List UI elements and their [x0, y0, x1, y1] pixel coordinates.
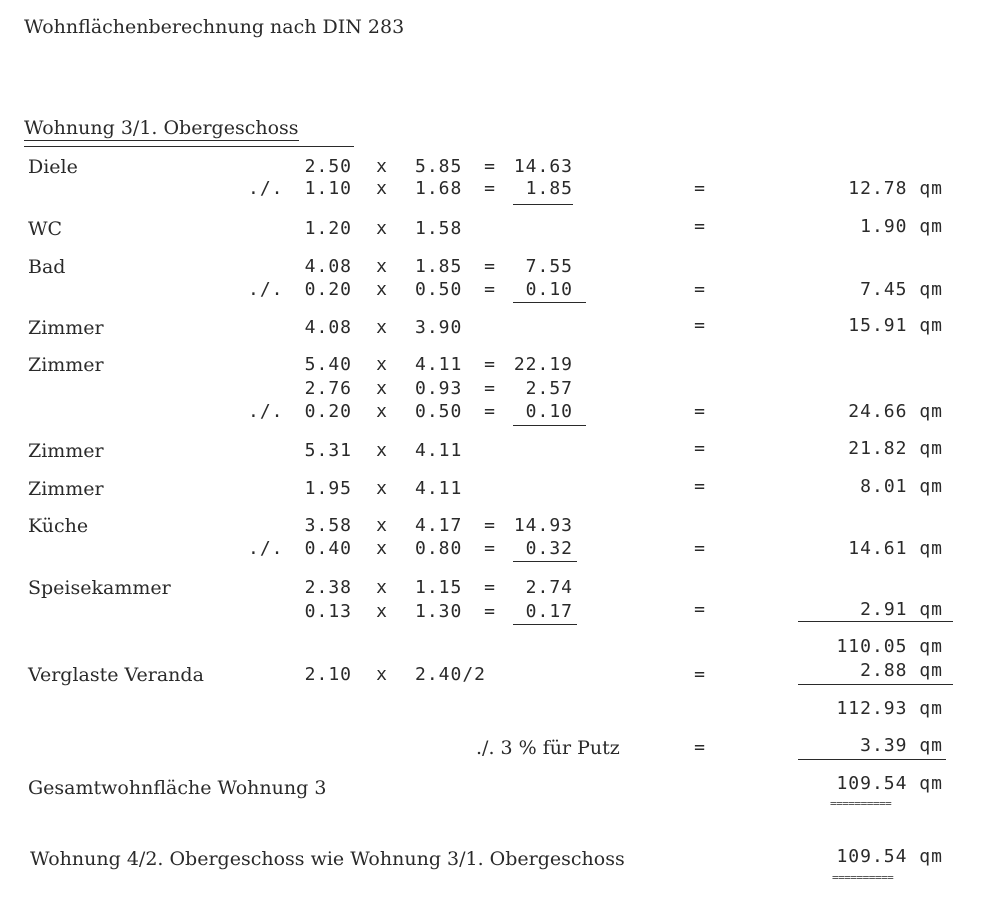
equals-sign: = [484, 401, 496, 422]
factor-a: 3.58 [304, 515, 352, 536]
equals-sign: = [484, 256, 496, 277]
equals-sign: = [694, 401, 706, 422]
gesamt-label: Gesamtwohnfläche Wohnung 3 [28, 777, 327, 799]
product-value: 0.10 [525, 401, 573, 422]
times-sign: x [376, 256, 388, 277]
product-underline [513, 425, 586, 426]
wohnung4-double-underline: ========== [832, 871, 894, 884]
veranda-x: x [376, 664, 388, 685]
equals-sign: = [484, 515, 496, 536]
room-name: Speisekammer [28, 577, 171, 599]
subtotal-2-value: 112.93 qm [836, 698, 943, 719]
product-value: 1.85 [525, 178, 573, 199]
putz-eq: = [694, 737, 706, 758]
room-total: 12.78 qm [848, 178, 943, 199]
room-total: 15.91 qm [848, 315, 943, 336]
factor-a: 1.10 [304, 178, 352, 199]
putz-label: ./. 3 % für Putz [476, 737, 620, 759]
equals-sign: = [484, 279, 496, 300]
factor-b: 4.17 [415, 515, 463, 536]
room-name: Zimmer [28, 478, 104, 500]
factor-b: 0.93 [415, 378, 463, 399]
product-value: 0.32 [525, 538, 573, 559]
factor-b: 3.90 [415, 317, 463, 338]
equals-sign: = [484, 538, 496, 559]
product-value: 7.55 [525, 256, 573, 277]
room-name: Zimmer [28, 354, 104, 376]
equals-sign: = [694, 178, 706, 199]
factor-b: 1.85 [415, 256, 463, 277]
section-title-text: Wohnung 3/1. Obergeschoss [24, 117, 299, 139]
factor-a: 2.38 [304, 577, 352, 598]
minus-marker: ./. [248, 279, 284, 300]
room-name: Zimmer [28, 440, 104, 462]
room-total: 8.01 qm [860, 476, 943, 497]
product-underline [513, 302, 586, 303]
product-underline [513, 624, 577, 625]
factor-b: 5.85 [415, 156, 463, 177]
section-underline [24, 146, 354, 147]
product-value: 22.19 [513, 354, 573, 375]
times-sign: x [376, 279, 388, 300]
subtotal-1-rule [798, 621, 953, 622]
room-total: 14.61 qm [848, 538, 943, 559]
wohnung4-total: 109.54 qm [836, 846, 943, 867]
product-underline [513, 561, 577, 562]
equals-sign: = [484, 601, 496, 622]
room-total: 21.82 qm [848, 438, 943, 459]
factor-a: 4.08 [304, 317, 352, 338]
times-sign: x [376, 601, 388, 622]
factor-a: 5.31 [304, 440, 352, 461]
factor-b: 1.30 [415, 601, 463, 622]
factor-b: 0.50 [415, 401, 463, 422]
subtotal-2-rule [798, 684, 953, 685]
times-sign: x [376, 317, 388, 338]
room-name: WC [28, 218, 63, 240]
factor-b: 1.15 [415, 577, 463, 598]
times-sign: x [376, 156, 388, 177]
times-sign: x [376, 538, 388, 559]
equals-sign: = [694, 279, 706, 300]
veranda-label: Verglaste Veranda [28, 664, 204, 686]
room-total: 24.66 qm [848, 401, 943, 422]
times-sign: x [376, 577, 388, 598]
room-name: Diele [28, 156, 78, 178]
factor-b: 4.11 [415, 478, 463, 499]
factor-b: 1.68 [415, 178, 463, 199]
factor-a: 4.08 [304, 256, 352, 277]
room-name: Zimmer [28, 317, 104, 339]
equals-sign: = [694, 438, 706, 459]
times-sign: x [376, 178, 388, 199]
factor-a: 0.13 [304, 601, 352, 622]
factor-a: 0.20 [304, 401, 352, 422]
equals-sign: = [694, 599, 706, 620]
section-title [24, 117, 299, 139]
putz-rule [798, 759, 946, 760]
room-name: Bad [28, 256, 66, 278]
factor-b: 4.11 [415, 440, 463, 461]
factor-b: 0.50 [415, 279, 463, 300]
subtotal-1-value: 110.05 qm [836, 636, 943, 657]
product-value: 0.10 [525, 279, 573, 300]
times-sign: x [376, 478, 388, 499]
times-sign: x [376, 378, 388, 399]
times-sign: x [376, 440, 388, 461]
minus-marker: ./. [248, 401, 284, 422]
minus-marker: ./. [248, 178, 284, 199]
equals-sign: = [484, 378, 496, 399]
factor-a: 5.40 [304, 354, 352, 375]
equals-sign: = [694, 538, 706, 559]
factor-b: 1.58 [415, 218, 463, 239]
times-sign: x [376, 515, 388, 536]
product-value: 2.57 [525, 378, 573, 399]
product-value: 2.74 [525, 577, 573, 598]
times-sign: x [376, 218, 388, 239]
product-value: 0.17 [525, 601, 573, 622]
veranda-total: 2.88 qm [860, 660, 943, 681]
equals-sign: = [484, 178, 496, 199]
document-title: Wohnflächenberechnung nach DIN 283 [24, 16, 405, 38]
factor-a: 1.95 [304, 478, 352, 499]
equals-sign: = [484, 156, 496, 177]
product-underline [513, 204, 573, 205]
equals-sign: = [694, 216, 706, 237]
factor-a: 2.50 [304, 156, 352, 177]
gesamt-total: 109.54 qm [836, 773, 943, 794]
factor-a: 2.76 [304, 378, 352, 399]
wohnung4-label: Wohnung 4/2. Obergeschoss wie Wohnung 3/1. Obergeschoss [30, 848, 625, 870]
gesamt-double-underline: ========== [830, 797, 892, 810]
veranda-eq: = [694, 664, 706, 685]
factor-a: 0.20 [304, 279, 352, 300]
equals-sign: = [694, 315, 706, 336]
veranda-a: 2.10 [304, 664, 352, 685]
times-sign: x [376, 354, 388, 375]
room-name: Küche [28, 515, 89, 537]
equals-sign: = [484, 354, 496, 375]
room-total: 7.45 qm [860, 279, 943, 300]
room-total: 2.91 qm [860, 599, 943, 620]
equals-sign: = [694, 476, 706, 497]
veranda-b: 2.40/2 [415, 664, 487, 685]
product-value: 14.93 [513, 515, 573, 536]
times-sign: x [376, 401, 388, 422]
factor-b: 0.80 [415, 538, 463, 559]
equals-sign: = [484, 577, 496, 598]
factor-a: 0.40 [304, 538, 352, 559]
factor-a: 1.20 [304, 218, 352, 239]
product-value: 14.63 [513, 156, 573, 177]
putz-total: 3.39 qm [860, 735, 943, 756]
factor-b: 4.11 [415, 354, 463, 375]
minus-marker: ./. [248, 538, 284, 559]
room-total: 1.90 qm [860, 216, 943, 237]
